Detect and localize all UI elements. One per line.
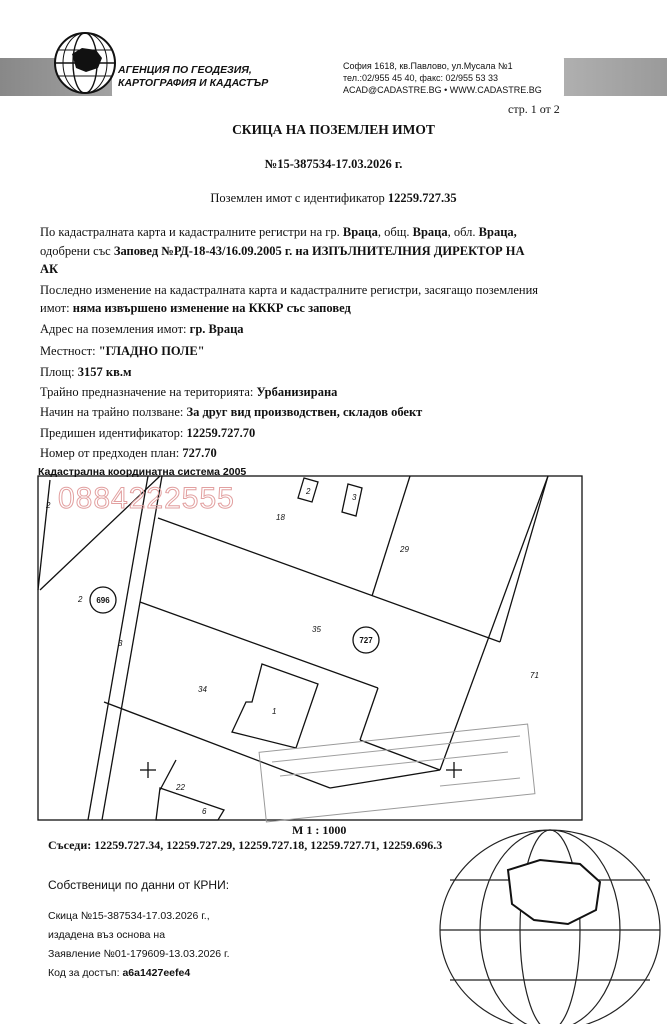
map-label-2b: 2 [306,487,311,496]
building-6 [156,788,224,820]
parcel-number-696: 696 [96,596,110,605]
property-area: Площ: 3157 кв.м [40,365,132,379]
map-label-29: 29 [400,545,409,554]
parcel-34-bottom [104,702,330,788]
last-change-value: имот: няма извършено изменение на КККР със заповед [40,301,351,315]
road-edge-left [88,476,148,820]
map-label-71: 71 [530,671,539,680]
agency-address: София 1618, кв.Павлово, ул.Мусала №1 [343,61,513,71]
agency-email: ACAD@CADASTRE.BG • WWW.CADASTRE.BG [343,85,542,95]
map-label-2a: 2 [46,501,51,510]
parcel-35-top [158,518,500,642]
map-label-3b: 3 [118,639,123,648]
last-change-line: Последно изменение на кадастралната карта и кадастралните регистри, засягащо поземления [40,283,539,297]
previous-plan-number: Номер от предходен план: 727.70 [40,446,217,460]
application-reference: Заявление №01-179609-13.03.2026 г. [48,948,230,960]
coordinate-system-title: Кадастрална координатна система 2005 [38,466,247,478]
watermark-phone: 0884222555 [58,482,235,515]
map-label-1: 1 [272,707,277,716]
property-locality: Местност: "ГЛАДНО ПОЛЕ" [40,344,205,358]
bulgaria-shape-icon [508,860,600,924]
property-identifier: Поземлен имот с идентификатор 12259.727.35 [210,191,457,205]
map-label-34: 34 [198,685,207,694]
parcel-29-east [500,476,548,642]
property-address: Адрес на поземления имот: гр. Враца [40,322,244,336]
stamp-lettering [272,736,520,786]
road-boundary [38,480,50,590]
road-edge-right [102,476,162,820]
parcel-35-lower-edge [360,740,440,770]
cadastral-map-line: По кадастралната карта и кадастралните регистри на гр. Враца, общ. Враца, обл. Враца, [40,225,517,239]
parcel-number-727: 727 [359,636,373,645]
parcel-29-west [372,476,410,596]
globe-watermark-icon [430,820,667,1024]
parcel-boundary-south [330,770,440,788]
previous-identifier: Предишен идентификатор: 12259.727.70 [40,426,256,440]
agency-contacts [343,60,542,96]
globe-logo-icon [52,30,118,96]
neighbors: Съседи: 12259.727.34, 12259.727.29, 12259.727.18, 12259.727.71, 12259.696.3 [48,838,443,852]
map-label-3a: 3 [352,493,357,502]
map-label-2c: 2 [78,595,83,604]
sketch-number: №15-387534-17.03.2026 г. [264,157,403,171]
parcel-22-edge [160,760,176,790]
parcel-35-east-step [360,688,378,740]
cadastral-map [0,470,667,830]
sketch-reference: Скица №15-387534-17.03.2026 г., [48,910,210,922]
agency-name: АГЕНЦИЯ ПО ГЕОДЕЗИЯ, КАРТОГРАФИЯ И КАДАСТЪР [118,64,269,89]
issued-basis: издадена въз основа на [48,929,166,941]
building-1 [232,664,318,748]
access-code: Код за достъп: a6a1427eefe4 [48,967,191,979]
map-label-35: 35 [312,625,321,634]
territory-purpose: Трайно предназначение на територията: Урбанизирана [40,385,338,399]
map-label-22: 22 [176,783,185,792]
map-label-6: 6 [202,807,207,816]
agency-phone: тел.:02/955 45 40, факс: 02/955 53 33 [343,73,499,83]
page-number: стр. 1 от 2 [508,102,560,116]
approval-authority-line: АК [40,262,59,276]
document-title: СКИЦА НА ПОЗЕМЛЕН ИМОТ [232,122,435,137]
approval-order-line: одобрени със Заповед №РД-18-43/16.09.2005 г. на ИЗПЪЛНИТЕЛНИЯ ДИРЕКТОР НА [40,244,525,258]
map-frame [38,476,582,820]
map-label-18: 18 [276,513,285,522]
parcel-71-boundary [440,476,548,770]
map-scale: М 1 : 1000 [292,823,347,837]
usage-mode: Начин на трайно ползване: За друг вид производствен, складов обект [40,405,423,419]
owners-heading: Собственици по данни от КРНИ: [48,878,230,892]
